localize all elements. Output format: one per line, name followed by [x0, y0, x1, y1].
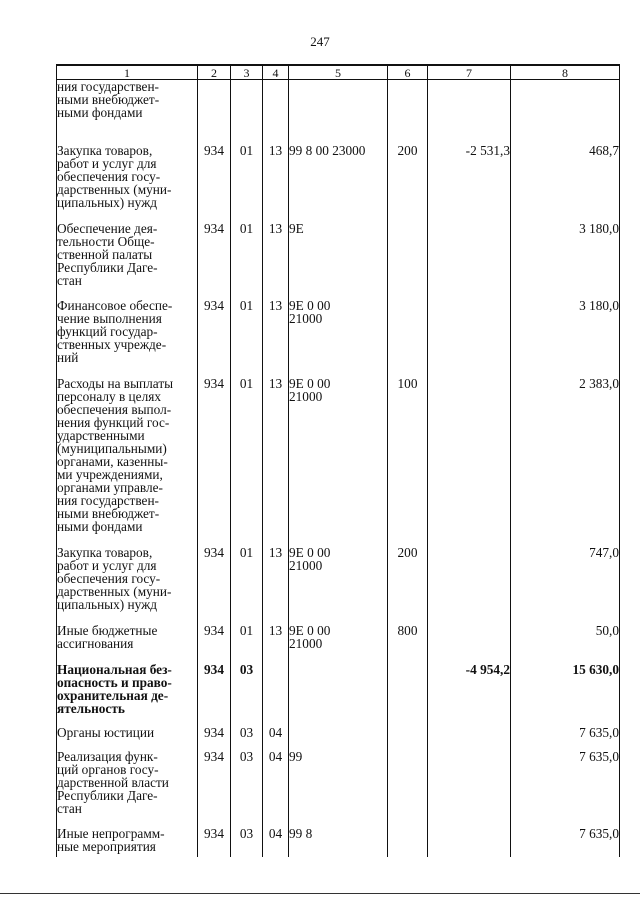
cell-change-amount: -4 954,2	[428, 663, 511, 726]
table-row	[57, 144, 620, 222]
cell-item-name: ния государствен- ными внебюджет- ными фондами	[57, 80, 198, 145]
table-row	[57, 750, 620, 827]
page-number: 247	[310, 34, 330, 49]
cell-total-amount: 50,0	[511, 624, 620, 663]
cell-item-name: Иные бюджетные ассигнования	[57, 624, 198, 663]
table-row	[57, 624, 620, 663]
cell-total-amount: 15 630,0	[511, 663, 620, 726]
cell-change-amount	[428, 546, 511, 624]
table-row	[57, 299, 620, 377]
header-col-8: 8	[511, 65, 620, 80]
cell-expense-type: 800	[388, 624, 428, 663]
cell-total-amount: 468,7	[511, 144, 620, 222]
cell-admin-code: 934	[198, 663, 231, 726]
cell-target-article: 9Е 0 00 21000	[289, 546, 388, 624]
cell-admin-code: 934	[198, 624, 231, 663]
cell-admin-code: 934	[198, 222, 231, 299]
cell-item-name: Обеспечение дея- тельности Обще- ственной палаты Республики Даге- стан	[57, 222, 198, 299]
cell-admin-code: 934	[198, 827, 231, 857]
cell-section-code: 01	[231, 624, 263, 663]
header-col-2: 2	[198, 65, 231, 80]
cell-section-code: 01	[231, 546, 263, 624]
cell-total-amount: 2 383,0	[511, 377, 620, 546]
cell-change-amount	[428, 80, 511, 145]
cell-change-amount	[428, 827, 511, 857]
cell-admin-code	[198, 80, 231, 145]
cell-item-name: Реализация функ- ций органов госу- дарственной власти Республики Даге- стан	[57, 750, 198, 827]
page-bottom-rule	[0, 893, 640, 894]
cell-total-amount: 7 635,0	[511, 726, 620, 750]
header-col-7: 7	[428, 65, 511, 80]
header-col-4: 4	[263, 65, 289, 80]
cell-target-article: 9Е 0 00 21000	[289, 299, 388, 377]
cell-subsection-code: 13	[263, 546, 289, 624]
cell-section-code: 01	[231, 222, 263, 299]
cell-item-name: Расходы на выплаты персоналу в целях обеспечения выпол- нения функций гос- ударственными (муниципальными) органами, казенны- ми учреждениями, органами управле- ния государствен- ными внебюджет- ными фондами	[57, 377, 198, 546]
table-row	[57, 377, 620, 546]
cell-item-name: Закупка товаров, работ и услуг для обеспечения госу- дарственных (муни- ципальных) нужд	[57, 546, 198, 624]
cell-expense-type: 200	[388, 546, 428, 624]
header-col-6: 6	[388, 65, 428, 80]
table-row	[57, 827, 620, 857]
cell-subsection-code: 13	[263, 299, 289, 377]
cell-item-name: Иные непрограмм- ные мероприятия	[57, 827, 198, 857]
cell-section-code: 03	[231, 726, 263, 750]
cell-total-amount	[511, 80, 620, 145]
cell-expense-type	[388, 299, 428, 377]
cell-target-article	[289, 663, 388, 726]
cell-admin-code: 934	[198, 726, 231, 750]
cell-admin-code: 934	[198, 750, 231, 827]
budget-table	[56, 64, 620, 857]
cell-subsection-code: 13	[263, 222, 289, 299]
cell-section-code: 01	[231, 377, 263, 546]
cell-total-amount: 3 180,0	[511, 222, 620, 299]
header-col-3: 3	[231, 65, 263, 80]
cell-subsection-code: 13	[263, 624, 289, 663]
cell-expense-type	[388, 750, 428, 827]
cell-target-article: 9Е 0 00 21000	[289, 624, 388, 663]
cell-item-name: Финансовое обеспе- чение выполнения функций государ- ственных учрежде- ний	[57, 299, 198, 377]
cell-admin-code: 934	[198, 144, 231, 222]
cell-target-article	[289, 726, 388, 750]
cell-change-amount: -2 531,3	[428, 144, 511, 222]
table-row	[57, 726, 620, 750]
cell-expense-type	[388, 80, 428, 145]
cell-change-amount	[428, 726, 511, 750]
cell-subsection-code	[263, 663, 289, 726]
cell-subsection-code: 04	[263, 750, 289, 827]
cell-subsection-code: 04	[263, 827, 289, 857]
table-row	[57, 663, 620, 726]
cell-item-name: Органы юстиции	[57, 726, 198, 750]
cell-subsection-code: 13	[263, 377, 289, 546]
cell-change-amount	[428, 750, 511, 827]
header-col-1: 1	[57, 65, 198, 80]
cell-change-amount	[428, 222, 511, 299]
cell-target-article: 9Е	[289, 222, 388, 299]
cell-section-code: 03	[231, 663, 263, 726]
table-body	[57, 80, 620, 858]
cell-section-code: 03	[231, 750, 263, 827]
cell-target-article	[289, 80, 388, 145]
cell-target-article: 9Е 0 00 21000	[289, 377, 388, 546]
cell-expense-type	[388, 726, 428, 750]
cell-item-name: Закупка товаров, работ и услуг для обеспечения госу- дарственных (муни- ципальных) нужд	[57, 144, 198, 222]
cell-item-name: Национальная без- опасность и право- охранительная де- ятельность	[57, 663, 198, 726]
cell-target-article: 99	[289, 750, 388, 827]
cell-change-amount	[428, 624, 511, 663]
cell-section-code: 03	[231, 827, 263, 857]
cell-admin-code: 934	[198, 546, 231, 624]
cell-total-amount: 7 635,0	[511, 750, 620, 827]
cell-subsection-code: 13	[263, 144, 289, 222]
table-header-row	[57, 65, 620, 80]
table-row	[57, 80, 620, 145]
cell-change-amount	[428, 377, 511, 546]
cell-target-article: 99 8	[289, 827, 388, 857]
cell-subsection-code: 04	[263, 726, 289, 750]
cell-expense-type	[388, 663, 428, 726]
table-row	[57, 222, 620, 299]
cell-expense-type: 100	[388, 377, 428, 546]
cell-expense-type	[388, 827, 428, 857]
cell-change-amount	[428, 299, 511, 377]
cell-section-code: 01	[231, 144, 263, 222]
cell-target-article: 99 8 00 23000	[289, 144, 388, 222]
header-col-5: 5	[289, 65, 388, 80]
cell-total-amount: 3 180,0	[511, 299, 620, 377]
table-row	[57, 546, 620, 624]
cell-total-amount: 7 635,0	[511, 827, 620, 857]
cell-expense-type	[388, 222, 428, 299]
cell-total-amount: 747,0	[511, 546, 620, 624]
cell-section-code: 01	[231, 299, 263, 377]
cell-admin-code: 934	[198, 377, 231, 546]
cell-subsection-code	[263, 80, 289, 145]
cell-section-code	[231, 80, 263, 145]
cell-expense-type: 200	[388, 144, 428, 222]
cell-admin-code: 934	[198, 299, 231, 377]
